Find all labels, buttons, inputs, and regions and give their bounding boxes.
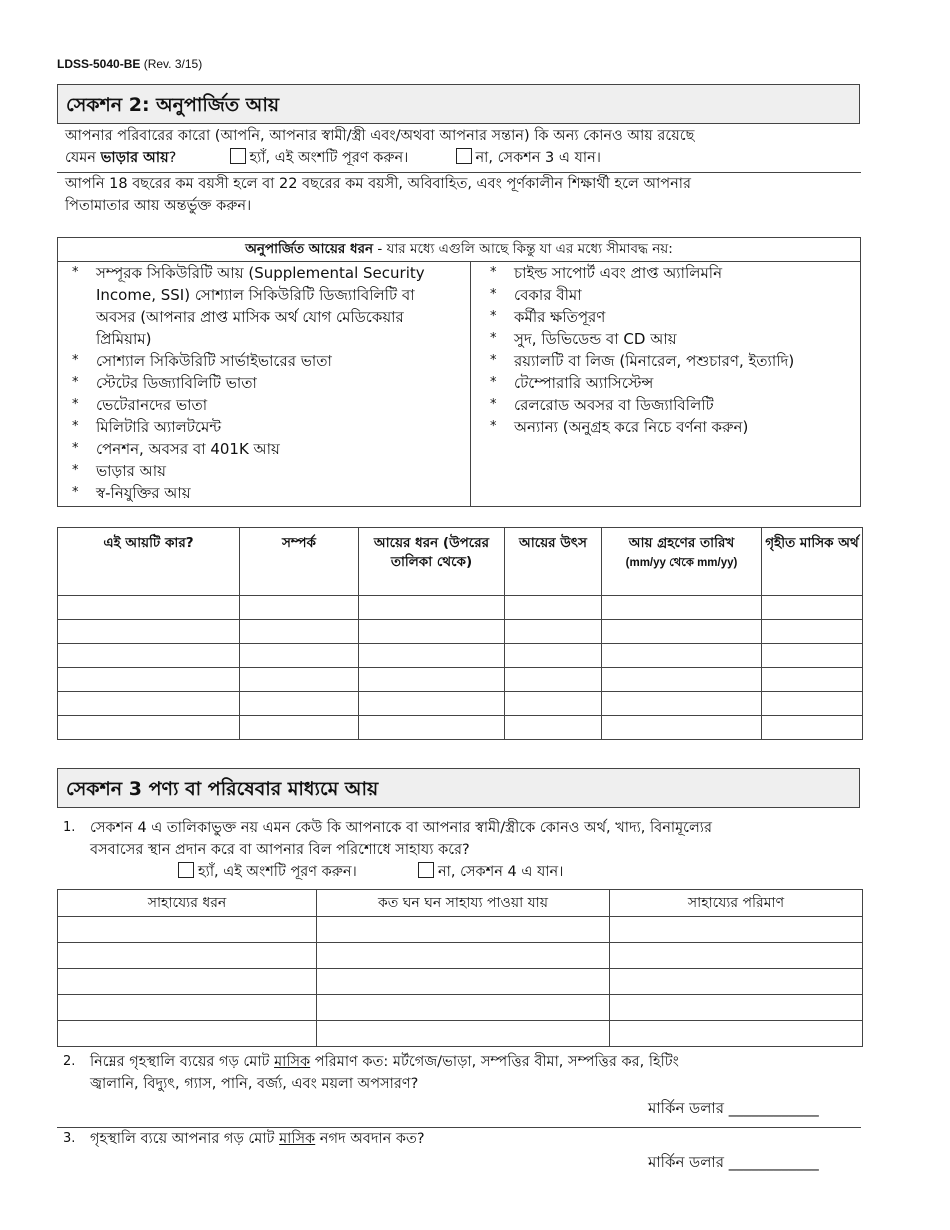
table-cell-input[interactable] [359, 620, 505, 644]
table-cell-input[interactable] [505, 596, 602, 620]
income-type-item: * বেকার বীমা [490, 284, 850, 306]
col-income-source: আয়ের উৎস [505, 528, 602, 596]
table-cell-input[interactable] [58, 995, 317, 1021]
table-cell-input[interactable] [359, 596, 505, 620]
income-type-item: * ভাড়ার আয় [72, 460, 437, 482]
table-row [58, 668, 863, 692]
q3-dollar-field[interactable]: মার্কিন ডলার ____________ [648, 1153, 819, 1171]
table-cell-input[interactable] [602, 644, 762, 668]
col-monthly-amount: গৃহীত মাসিক অর্থ [762, 528, 863, 596]
income-type-item: * সোশ্যাল সিকিউরিটি সার্ভাইভারের ভাতা [72, 350, 437, 372]
unearned-income-table [57, 527, 863, 740]
table-cell-input[interactable] [762, 596, 863, 620]
table-cell-input[interactable] [762, 620, 863, 644]
income-type-item: * রেলরোড অবসর বা ডিজ্যাবিলিটি [490, 394, 850, 416]
table-cell-input[interactable] [58, 943, 317, 969]
q1-number: 1. [63, 820, 76, 835]
table-cell-input[interactable] [505, 620, 602, 644]
table-cell-input[interactable] [58, 917, 317, 943]
form-id [57, 57, 202, 71]
section2-no-checkbox[interactable] [456, 148, 472, 164]
income-type-item: * সম্পূরক সিকিউরিটি আয় (Supplemental Security Income, SSI) সোশ্যাল সিকিউরিটি ডিজ্যাবিলিটি বা অবসর (আপনার প্রাপ্ত মাসিক অর্থ যোগ মেডিকেয়ার প্রিমিয়াম) [72, 262, 437, 350]
table-cell-input[interactable] [240, 596, 359, 620]
form-code: LDSS-5040-BE [57, 57, 141, 71]
table-cell-input[interactable] [240, 716, 359, 740]
section2-no-label: না, সেকশন 3 এ যান। [475, 150, 601, 166]
table-cell-input[interactable] [317, 995, 610, 1021]
table-row [58, 692, 863, 716]
table-cell-input[interactable] [317, 917, 610, 943]
section3-yes-checkbox[interactable] [178, 862, 194, 878]
section2-yes-label: হ্যাঁ, এই অংশটি পূরণ করুন। [249, 150, 409, 166]
section3-no-label: না, সেকশন 4 এ যান। [438, 864, 564, 880]
table-cell-input[interactable] [610, 917, 863, 943]
table-cell-input[interactable] [359, 716, 505, 740]
table-cell-input[interactable] [240, 692, 359, 716]
income-types-header: অনুপার্জিত আয়ের ধরন - যার মধ্যে এগুলি আছে কিন্তু যা এর মধ্যে সীমাবদ্ধ নয়: [58, 238, 860, 262]
q3-number: 3. [63, 1131, 76, 1146]
table-cell-input[interactable] [58, 969, 317, 995]
col-assistance-amount: সাহায্যের পরিমাণ [610, 890, 863, 917]
col-assistance-type: সাহায্যের ধরন [58, 890, 317, 917]
table-cell-input[interactable] [58, 596, 240, 620]
section3-title: সেকশন 3 পণ্য বা পরিষেবার মাধ্যমে আয় [57, 768, 860, 808]
column-divider [470, 261, 471, 506]
table-cell-input[interactable] [610, 1021, 863, 1047]
table-cell-input[interactable] [58, 668, 240, 692]
table-cell-input[interactable] [58, 1021, 317, 1047]
income-type-item: * মিলিটারি অ্যালটমেন্ট [72, 416, 437, 438]
table-cell-input[interactable] [505, 668, 602, 692]
table-row [58, 1021, 863, 1047]
table-cell-input[interactable] [602, 692, 762, 716]
table-cell-input[interactable] [602, 620, 762, 644]
section2-question [65, 125, 855, 169]
table-cell-input[interactable] [762, 668, 863, 692]
income-types-right-list [490, 262, 850, 438]
table-row [58, 969, 863, 995]
income-type-item: * পেনশন, অবসর বা 401K আয় [72, 438, 437, 460]
section2-question-line1: আপনার পরিবারের কারো (আপনি, আপনার স্বামী/স্ত্রী এবং/অথবা আপনার সন্তান) কি অন্য কোনও আয় রয়েছে [65, 128, 695, 144]
income-type-item: * রয়্যালটি বা লিজ (মিনারেল, পশুচারণ, ইত্যাদি) [490, 350, 850, 372]
income-type-item: * টেম্পোরারি অ্যাসিস্টেন্স [490, 372, 850, 394]
section2-title: সেকশন 2: অনুপার্জিত আয় [57, 84, 860, 124]
q2-dollar-field[interactable]: মার্কিন ডলার ____________ [648, 1099, 819, 1117]
col-relation: সম্পর্ক [240, 528, 359, 596]
col-receipt-date: আয় গ্রহণের তারিখ (mm/yy থেকে mm/yy) [602, 528, 762, 596]
unearned-income-types-box [57, 237, 861, 507]
assistance-table [57, 889, 863, 1047]
table-cell-input[interactable] [359, 644, 505, 668]
section2-question-line2: যেমন ভাড়ার আয়? হ্যাঁ, এই অংশটি পূরণ করুন। না, সেকশন 3 এ যান। [65, 150, 601, 166]
section3-yes-label: হ্যাঁ, এই অংশটি পূরণ করুন। [198, 864, 357, 880]
col-assistance-frequency: কত ঘন ঘন সাহায্য পাওয়া যায় [317, 890, 610, 917]
section3-no-checkbox[interactable] [418, 862, 434, 878]
table-row [58, 995, 863, 1021]
table-cell-input[interactable] [602, 716, 762, 740]
table-cell-input[interactable] [602, 668, 762, 692]
rental-income-emphasis: ভাড়ার আয় [100, 150, 169, 166]
table-cell-input[interactable] [602, 596, 762, 620]
q2-number: 2. [63, 1054, 76, 1069]
table-cell-input[interactable] [240, 620, 359, 644]
section3-question3: 3. গৃহস্থালি ব্যয়ে আপনার গড় মোট মাসিক নগদ অবদান কত? [63, 1128, 858, 1150]
table-row [58, 716, 863, 740]
table-cell-input[interactable] [610, 969, 863, 995]
table-cell-input[interactable] [610, 995, 863, 1021]
section2-note: আপনি 18 বছরের কম বয়সী হলে বা 22 বছরের কম বয়সী, অবিবাহিত, এবং পূর্ণকালীন শিক্ষার্থী হলে আপনার পিতামাতার আয় অন্তর্ভুক্ত করুন। [65, 176, 691, 214]
income-type-item: * স্ব-নিযুক্তির আয় [72, 482, 437, 504]
col-whose: এই আয়টি কার? [58, 528, 240, 596]
table-cell-input[interactable] [58, 716, 240, 740]
table-cell-input[interactable] [317, 943, 610, 969]
section2-yes-checkbox[interactable] [230, 148, 246, 164]
table-cell-input[interactable] [762, 644, 863, 668]
income-type-item: * অন্যান্য (অনুগ্রহ করে নিচে বর্ণনা করুন) [490, 416, 850, 438]
table-cell-input[interactable] [505, 644, 602, 668]
table-cell-input[interactable] [359, 668, 505, 692]
table-row [58, 596, 863, 620]
income-type-item: * কর্মীর ক্ষতিপূরণ [490, 306, 850, 328]
form-revision: (Rev. 3/15) [143, 57, 203, 71]
table-cell-input[interactable] [58, 620, 240, 644]
table-cell-input[interactable] [317, 969, 610, 995]
table-cell-input[interactable] [762, 692, 863, 716]
table-cell-input[interactable] [58, 644, 240, 668]
section3-question1: 1. সেকশন 4 এ তালিকাভুক্ত নয় এমন কেউ কি আপনাকে বা আপনার স্বামী/স্ত্রীকে কোনও অর্থ, খাদ্য, বিনামূল্যের বসবাসের স্থান প্রদান করে বা আপনার বিল পরিশোধে সাহায্য করে? হ্যাঁ, এই অংশটি পূরণ করুন। না, সেকশন 4 এ যান। [63, 817, 858, 883]
table-cell-input[interactable] [317, 1021, 610, 1047]
table-row [58, 644, 863, 668]
table-cell-input[interactable] [240, 644, 359, 668]
table-cell-input[interactable] [58, 692, 240, 716]
income-type-item: * স্টেটের ডিজ্যাবিলিটি ভাতা [72, 372, 437, 394]
table-cell-input[interactable] [505, 716, 602, 740]
income-type-item: * সুদ, ডিভিডেন্ড বা CD আয় [490, 328, 850, 350]
table-cell-input[interactable] [505, 692, 602, 716]
table-cell-input[interactable] [762, 716, 863, 740]
table-cell-input[interactable] [610, 943, 863, 969]
income-type-item: * চাইল্ড সাপোর্ট এবং প্রাপ্ত অ্যালিমনি [490, 262, 850, 284]
table-row [58, 620, 863, 644]
income-types-left-list [72, 262, 437, 504]
income-type-item: * ভেটেরানদের ভাতা [72, 394, 437, 416]
table-row [58, 943, 863, 969]
col-income-type: আয়ের ধরন (উপরের তালিকা থেকে) [359, 528, 505, 596]
section3-question2: 2. নিম্নের গৃহস্থালি ব্যয়ের গড় মোট মাসিক পরিমাণ কত: মর্টগেজ/ভাড়া, সম্পত্তির বীমা, সম্পত্তির কর, হিটিং জ্বালানি, বিদ্যুৎ, গ্যাস, পানি, বর্জ্য, এবং ময়লা অপসারণ? [63, 1051, 858, 1095]
table-cell-input[interactable] [240, 668, 359, 692]
table-row [58, 917, 863, 943]
table-cell-input[interactable] [359, 692, 505, 716]
